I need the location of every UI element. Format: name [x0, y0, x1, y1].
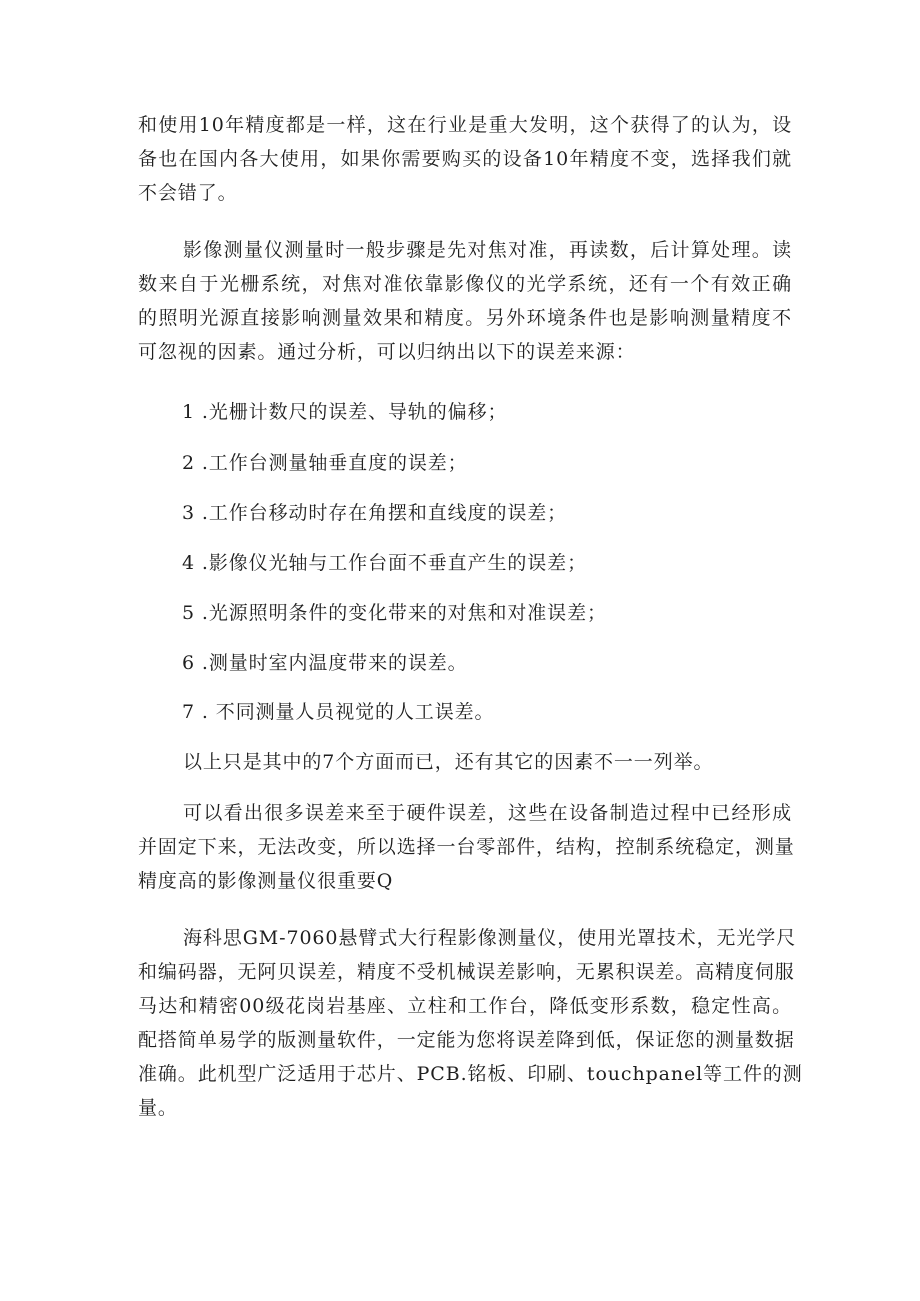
list-item: 7 . 不同测量人员视觉的人工误差。	[182, 701, 495, 723]
paragraph-line: 精度高的影像测量仪很重要Q	[138, 870, 394, 892]
paragraph-line: 可以看出很多误差来至于硬件误差，这些在设备制造过程中已经形成	[183, 802, 792, 824]
paragraph-5	[138, 921, 803, 1125]
paragraph-line: 数来自于光栅系统，对焦对准依靠影像仪的光学系统，还有一个有效正确	[138, 273, 792, 295]
paragraph-line: 海科思GM-7060悬臂式大行程影像测量仪，使用光罩技术，无光学尺	[183, 927, 797, 949]
paragraph-line: 不会错了。	[138, 182, 238, 204]
paragraph-4	[138, 796, 795, 898]
list-item: 5 .光源照明条件的变化带来的对焦和对准误差；	[182, 602, 607, 624]
paragraph-line: 和使用10年精度都是一样，这在行业是重大发明，这个获得了的认为，设	[138, 114, 792, 136]
list-item: 6 .测量时室内温度带来的误差。	[182, 652, 468, 674]
paragraph-line: 量。	[138, 1097, 178, 1119]
paragraph-line: 可忽视的因素。通过分析，可以归纳出以下的误差来源：	[138, 341, 636, 363]
paragraph-line: 和编码器，无阿贝误差，精度不受机械误差影响，无累积误差。高精度伺服	[138, 961, 795, 983]
paragraph-line: 配搭简单易学的版测量软件，一定能为您将误差降到低，保证您的测量数据	[138, 1029, 795, 1051]
paragraph-1	[138, 108, 792, 210]
paragraph-line: 准确。此机型广泛适用于芯片、PCB.铭板、印刷、touchpanel等工件的测	[138, 1063, 803, 1085]
paragraph-line: 备也在国内各大使用，如果你需要购买的设备10年精度不变，选择我们就	[138, 148, 792, 170]
paragraph-line: 的照明光源直接影响测量效果和精度。另外环境条件也是影响测量精度不	[138, 307, 792, 329]
paragraph-line: 并固定下来，无法改变，所以选择一台零部件，结构，控制系统稳定，测量	[138, 836, 795, 858]
list-item: 2 .工作台测量轴垂直度的误差；	[182, 452, 468, 474]
paragraph-line: 影像测量仪测量时一般步骤是先对焦对准，再读数，后计算处理。读	[183, 239, 792, 261]
paragraph-2	[138, 233, 792, 369]
list-item: 1 .光栅计数尺的误差、导轨的偏移；	[182, 401, 508, 423]
list-item: 3 .工作台移动时存在角摆和直线度的误差；	[182, 502, 568, 524]
list-item: 4 .影像仪光轴与工作台面不垂直产生的误差；	[182, 552, 587, 574]
paragraph-line: 马达和精密00级花岗岩基座、立柱和工作台，降低变形系数，稳定性高。	[138, 995, 792, 1017]
paragraph-line: 以上只是其中的7个方面而已，还有其它的因素不一一列举。	[183, 751, 714, 773]
paragraph-3	[138, 745, 792, 779]
